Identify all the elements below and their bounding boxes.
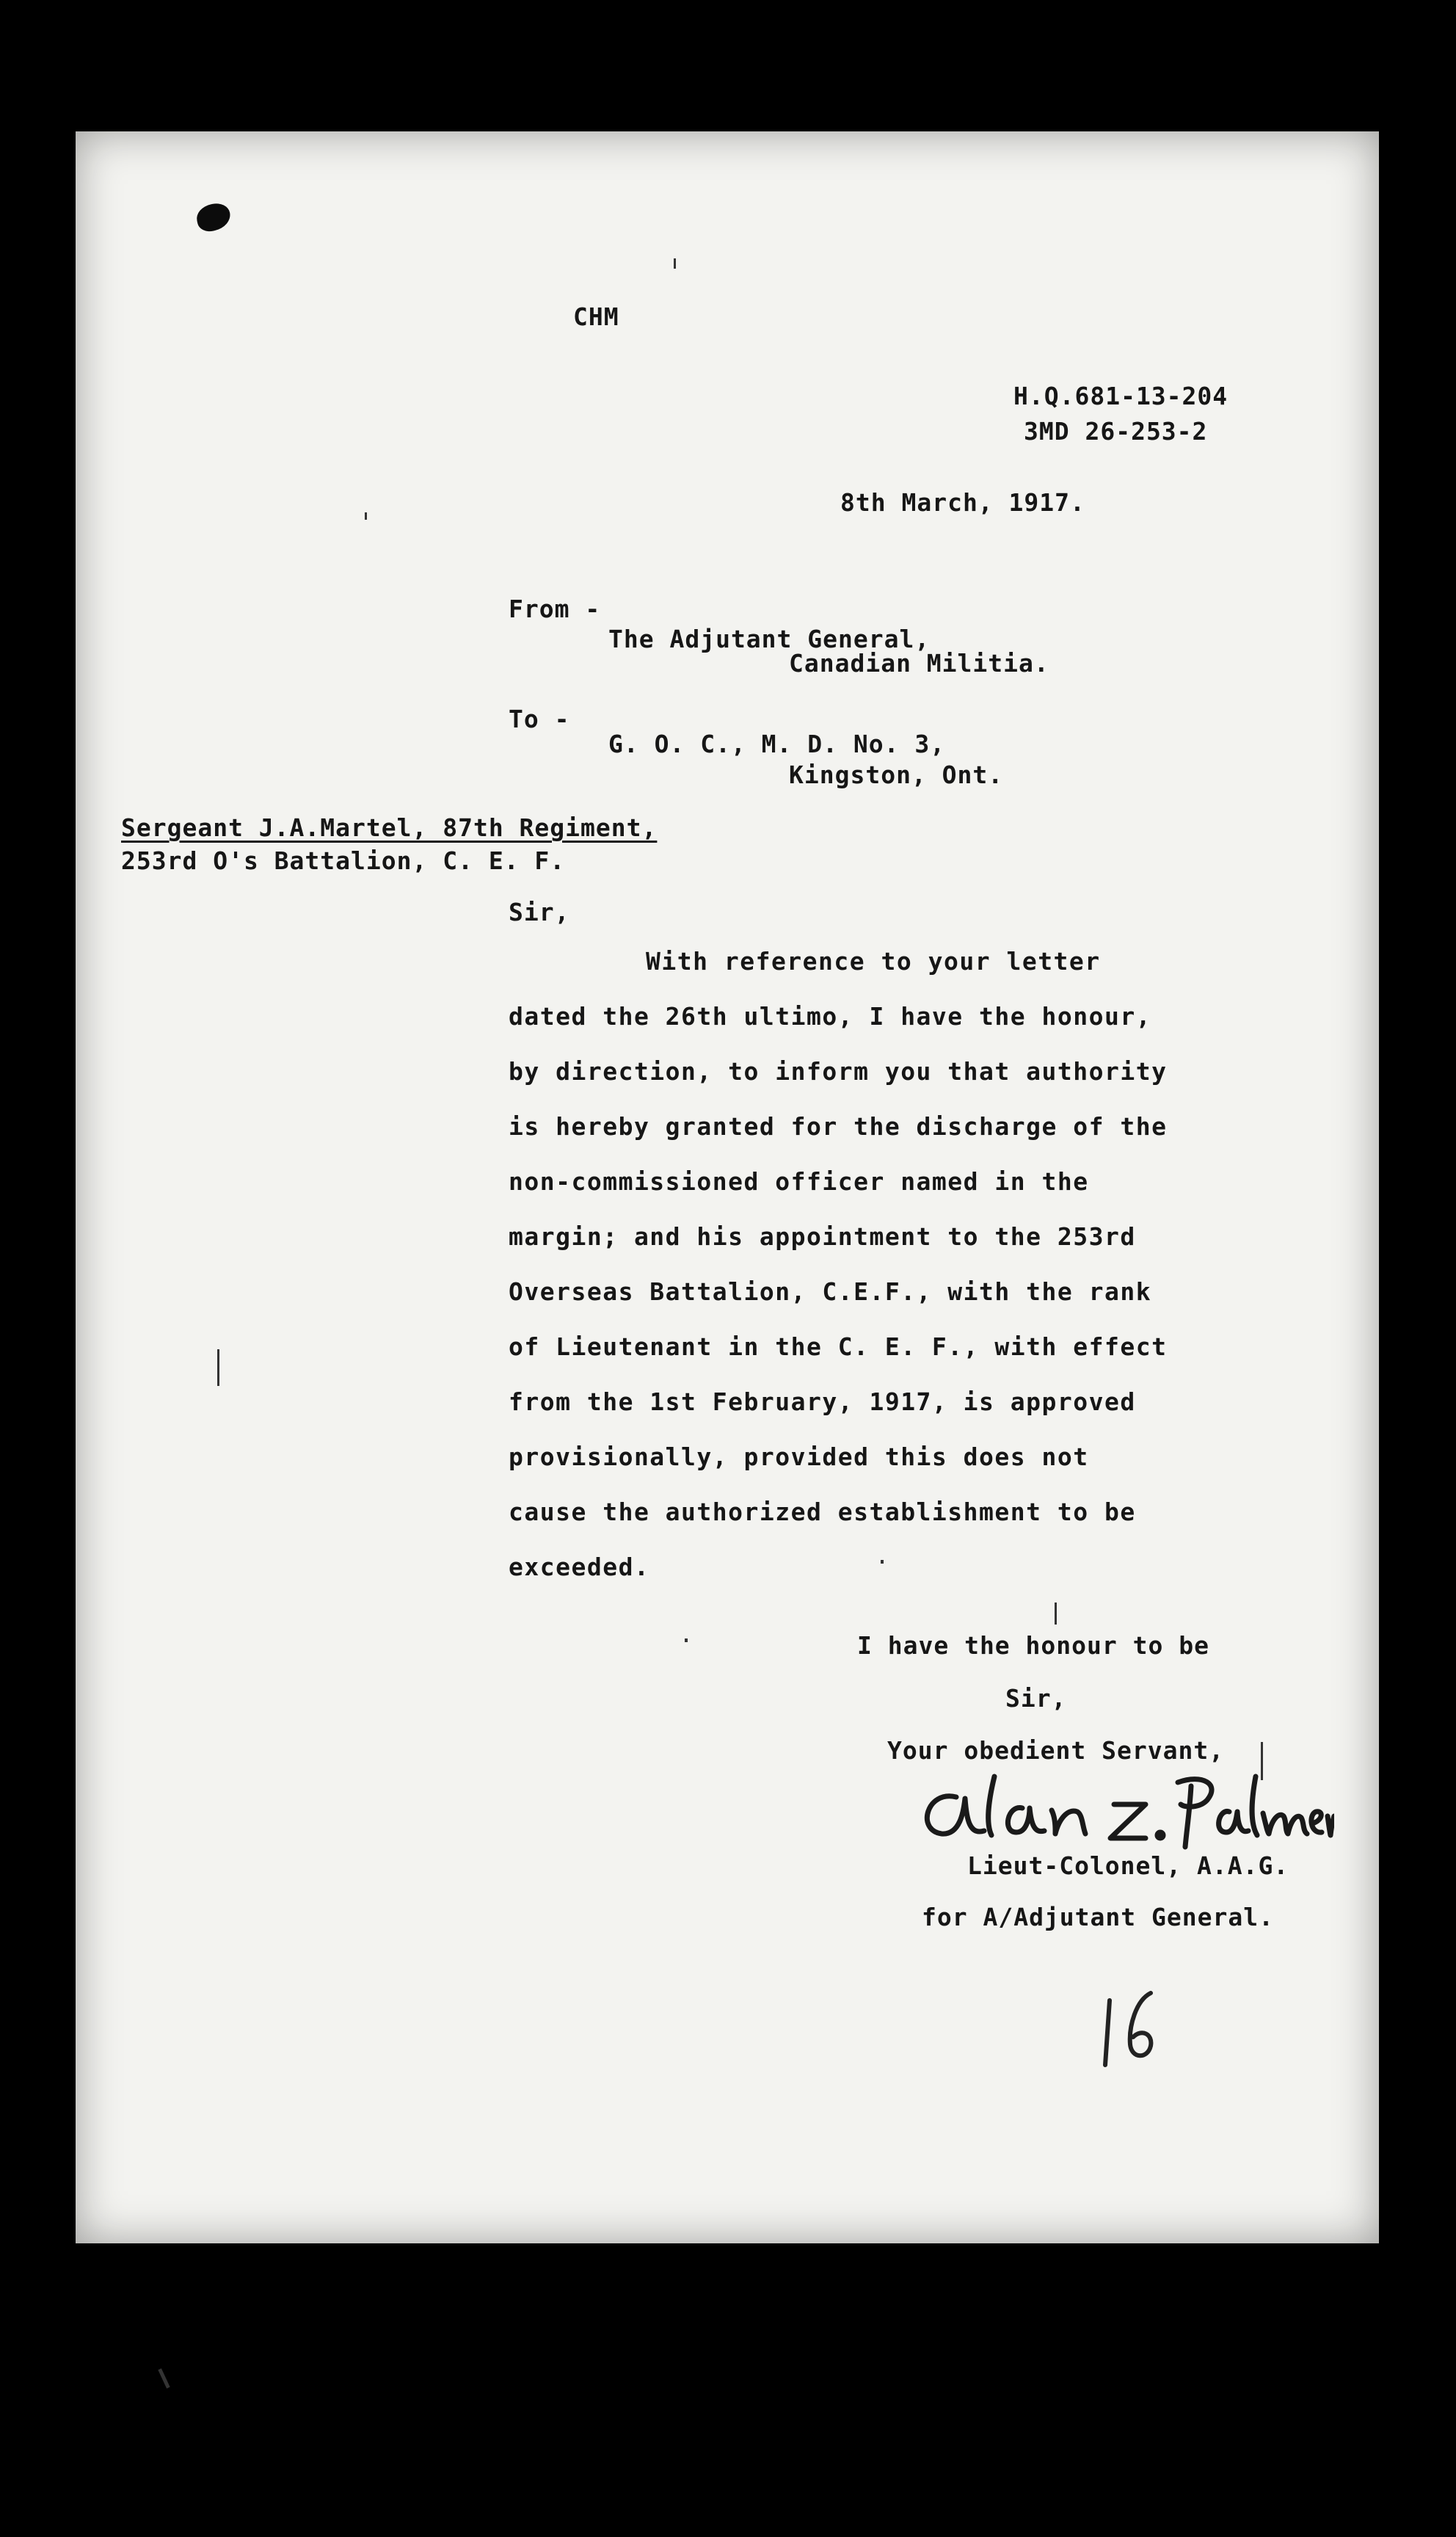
signatory-office: for A/Adjutant General. bbox=[922, 1903, 1274, 1931]
file-reference-hq: H.Q.681-13-204 bbox=[1013, 382, 1228, 410]
initials: CHM bbox=[573, 302, 619, 331]
salutation: Sir, bbox=[509, 898, 570, 926]
speck bbox=[674, 258, 676, 269]
speck bbox=[881, 1560, 884, 1564]
body-line: With reference to your letter bbox=[646, 947, 1101, 976]
body-line: cause the authorized establishment to be bbox=[509, 1498, 1136, 1526]
speck bbox=[217, 1349, 219, 1386]
body-line: is hereby granted for the discharge of the bbox=[509, 1112, 1168, 1141]
closing-sir: Sir, bbox=[1005, 1684, 1067, 1713]
body-line: Overseas Battalion, C.E.F., with the rank bbox=[509, 1277, 1152, 1306]
signatory-title: Lieut-Colonel, A.A.G. bbox=[967, 1851, 1289, 1880]
to-line-1: G. O. C., M. D. No. 3, bbox=[608, 730, 946, 758]
body-line: of Lieutenant in the C. E. F., with effect bbox=[509, 1332, 1168, 1361]
margin-note-line-2: 253rd O's Battalion, C. E. F. bbox=[121, 846, 566, 875]
closing-line-1: I have the honour to be bbox=[857, 1631, 1209, 1660]
from-label: From - bbox=[509, 595, 601, 623]
file-reference-md: 3MD 26-253-2 bbox=[1024, 417, 1208, 446]
speck bbox=[365, 512, 367, 520]
body-line: from the 1st February, 1917, is approved bbox=[509, 1387, 1136, 1416]
body-line: provisionally, provided this does not bbox=[509, 1442, 1089, 1471]
handwritten-signature bbox=[912, 1768, 1334, 1852]
speck bbox=[685, 1638, 688, 1642]
margin-note-line-1: Sergeant J.A.Martel, 87th Regiment, bbox=[121, 813, 658, 842]
to-label: To - bbox=[509, 705, 570, 733]
body-line: by direction, to inform you that authority bbox=[509, 1057, 1168, 1086]
closing-servant: Your obedient Servant, bbox=[887, 1736, 1225, 1765]
to-line-2: Kingston, Ont. bbox=[789, 761, 1004, 789]
body-line: exceeded. bbox=[509, 1553, 650, 1581]
body-line: margin; and his appointment to the 253rd bbox=[509, 1222, 1136, 1251]
speck bbox=[158, 2368, 170, 2388]
handwritten-page-number bbox=[1099, 1986, 1162, 2070]
body-line: dated the 26th ultimo, I have the honour, bbox=[509, 1002, 1152, 1031]
from-line-2: Canadian Militia. bbox=[789, 649, 1049, 678]
from-line-1: The Adjutant General, bbox=[608, 625, 931, 653]
body-line: non-commissioned officer named in the bbox=[509, 1167, 1089, 1196]
speck bbox=[1055, 1603, 1057, 1625]
letter-date: 8th March, 1917. bbox=[840, 488, 1085, 517]
